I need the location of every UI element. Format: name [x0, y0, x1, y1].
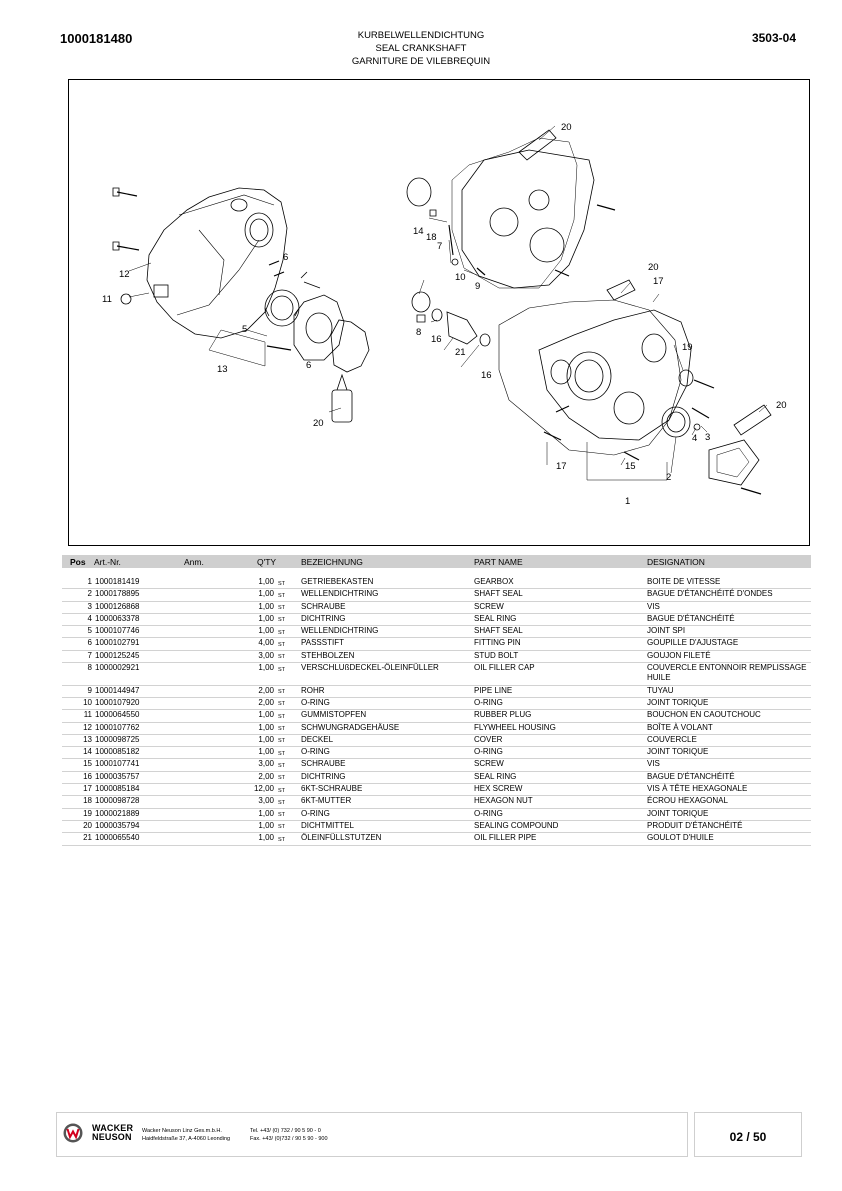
- header-qty: Q'TY: [257, 557, 277, 567]
- row-art-nr: 1000085182: [95, 747, 140, 757]
- title-de: KURBELWELLENDICHTUNG: [357, 30, 485, 41]
- row-bezeichnung: SCHWUNGRADGEHÄUSE: [301, 722, 400, 732]
- table-row: [62, 747, 811, 759]
- row-pos: 6: [87, 638, 92, 648]
- row-qty: 1,00: [258, 820, 274, 830]
- row-part-name: GEARBOX: [474, 577, 514, 586]
- row-qty: 1,00: [258, 577, 274, 586]
- row-designation: GOUPILLE D'AJUSTAGE: [647, 638, 739, 648]
- row-designation: VIS: [647, 601, 660, 611]
- row-unit: ST: [278, 689, 286, 696]
- row-designation: VIS À TÊTE HEXAGONALE: [647, 784, 748, 794]
- table-row: [62, 723, 811, 735]
- callout-8: 8: [416, 327, 422, 338]
- row-designation: JOINT TORIQUE: [647, 808, 709, 818]
- row-part-name: PIPE LINE: [474, 685, 513, 695]
- company-address: [142, 1128, 230, 1143]
- row-designation: BOÎTE À VOLANT: [647, 722, 713, 732]
- row-bezeichnung: SCHRAUBE: [301, 759, 346, 769]
- row-part-name: O-RING: [474, 697, 503, 707]
- callout-1: 1: [625, 496, 631, 507]
- row-qty: 1,00: [258, 808, 274, 818]
- row-bezeichnung: ÖLEINFÜLLSTUTZEN: [301, 833, 382, 843]
- brand-name: [92, 1124, 133, 1142]
- exploded-view-figure: [68, 79, 810, 546]
- row-art-nr: 1000107746: [95, 626, 140, 636]
- company-contact: [250, 1128, 328, 1143]
- row-art-nr: 1000098728: [95, 796, 140, 806]
- table-row: [62, 589, 811, 601]
- row-pos: 15: [83, 759, 92, 769]
- row-unit: ST: [278, 713, 286, 720]
- row-art-nr: 1000098725: [95, 734, 140, 744]
- gearbox-drawing: [539, 310, 691, 440]
- row-designation: BOUCHON EN CAOUTCHOUC: [647, 710, 761, 720]
- row-designation: JOINT SPI: [647, 626, 686, 636]
- callout-20b: 20: [313, 418, 324, 429]
- row-qty: 1,00: [258, 747, 274, 757]
- callout-20d: 20: [776, 400, 787, 411]
- row-unit: ST: [278, 775, 286, 782]
- row-qty: 1,00: [258, 710, 274, 720]
- callout-17b: 17: [556, 461, 567, 472]
- row-art-nr: 1000107920: [95, 697, 140, 707]
- row-bezeichnung: 6KT-SCHRAUBE: [301, 784, 363, 794]
- callout-16b: 16: [481, 370, 492, 381]
- callout-16a: 16: [431, 334, 442, 345]
- callout-20c: 20: [648, 262, 659, 273]
- row-qty: 2,00: [258, 685, 274, 695]
- row-unit: ST: [278, 738, 286, 745]
- row-bezeichnung: ROHR: [301, 685, 325, 695]
- row-pos: 16: [83, 771, 92, 781]
- row-designation: COUVERCLE ENTONNOIR REMPLISSAGE HUILE: [647, 663, 807, 683]
- row-pos: 3: [87, 601, 92, 611]
- table-row: [62, 735, 811, 747]
- callout-18: 18: [426, 232, 437, 243]
- row-pos: 4: [87, 613, 92, 623]
- row-designation: GOULOT D'HUILE: [647, 833, 714, 843]
- row-qty: 2,00: [258, 697, 274, 707]
- row-part-name: STUD BOLT: [474, 650, 519, 660]
- row-pos: 20: [83, 820, 92, 830]
- table-row: [62, 686, 811, 698]
- header-part-name: PART NAME: [474, 557, 523, 567]
- row-qty: 4,00: [258, 638, 274, 648]
- row-bezeichnung: WELLENDICHTRING: [301, 626, 379, 636]
- row-part-name: OIL FILLER PIPE: [474, 833, 537, 843]
- row-bezeichnung: STEHBOLZEN: [301, 650, 355, 660]
- row-designation: JOINT TORIQUE: [647, 697, 709, 707]
- doc-number: 1000181480: [60, 31, 133, 46]
- row-qty: 2,00: [258, 771, 274, 781]
- row-part-name: HEXAGON NUT: [474, 796, 533, 806]
- callout-15: 15: [625, 461, 636, 472]
- table-row: [62, 821, 811, 833]
- row-art-nr: 1000107741: [95, 759, 140, 769]
- row-qty: 3,00: [258, 796, 274, 806]
- row-designation: BAGUE D'ÉTANCHÉITÉ: [647, 771, 735, 781]
- row-pos: 10: [83, 697, 92, 707]
- row-art-nr: 1000063378: [95, 613, 140, 623]
- row-unit: ST: [278, 812, 286, 819]
- row-qty: 1,00: [258, 589, 274, 599]
- row-art-nr: 1000064550: [95, 710, 140, 720]
- row-art-nr: 1000181419: [95, 577, 140, 586]
- row-designation: COUVERCLE: [647, 734, 697, 744]
- table-row: [62, 577, 811, 589]
- row-pos: 1: [87, 577, 92, 586]
- row-qty: 1,00: [258, 734, 274, 744]
- callout-3: 3: [705, 432, 711, 443]
- callout-21: 21: [455, 347, 466, 358]
- parts-table-header: [62, 555, 811, 568]
- row-qty: 1,00: [258, 722, 274, 732]
- row-pos: 17: [83, 784, 92, 794]
- callout-17a: 17: [653, 276, 664, 287]
- row-part-name: HEX SCREW: [474, 784, 523, 794]
- row-bezeichnung: O-RING: [301, 808, 330, 818]
- table-row: [62, 698, 811, 710]
- parts-table-body: [62, 577, 811, 846]
- callout-5: 5: [242, 324, 248, 335]
- row-unit: ST: [278, 762, 286, 769]
- row-pos: 2: [87, 589, 92, 599]
- row-art-nr: 1000144947: [95, 685, 140, 695]
- row-part-name: FLYWHEEL HOUSING: [474, 722, 556, 732]
- row-pos: 21: [83, 833, 92, 843]
- row-designation: ÉCROU HEXAGONAL: [647, 796, 728, 806]
- row-bezeichnung: 6KT-MUTTER: [301, 796, 352, 806]
- row-art-nr: 1000035757: [95, 771, 140, 781]
- row-designation: TUYAU: [647, 685, 674, 695]
- row-designation: BAGUE D'ÉTANCHÉITÉ D'ONDES: [647, 589, 773, 599]
- header-designation: DESIGNATION: [647, 557, 705, 567]
- row-qty: 3,00: [258, 650, 274, 660]
- callout-10: 10: [455, 272, 466, 283]
- row-bezeichnung: PASSSTIFT: [301, 638, 344, 648]
- row-designation: PRODUIT D'ÉTANCHÉITÉ: [647, 820, 743, 830]
- row-unit: ST: [278, 592, 286, 599]
- row-designation: BOITE DE VITESSE: [647, 577, 721, 586]
- row-pos: 12: [83, 722, 92, 732]
- row-part-name: SEAL RING: [474, 771, 517, 781]
- row-pos: 18: [83, 796, 92, 806]
- brand-line-1: WACKER: [92, 1123, 134, 1133]
- row-bezeichnung: SCHRAUBE: [301, 601, 346, 611]
- row-unit: ST: [278, 605, 286, 612]
- fax-number: Fax. +43/ (0)732 / 90 5 90 - 900: [250, 1135, 328, 1142]
- row-bezeichnung: DECKEL: [301, 734, 334, 744]
- table-row: [62, 759, 811, 771]
- row-unit: ST: [278, 580, 286, 587]
- row-bezeichnung: VERSCHLUßDECKEL-ÖLEINFÜLLER: [301, 663, 439, 673]
- company-name: Wacker Neuson Linz Ges.m.b.H.: [142, 1128, 222, 1134]
- row-bezeichnung: DICHTRING: [301, 771, 346, 781]
- row-bezeichnung: GETRIEBEKASTEN: [301, 577, 374, 586]
- phone-number: Tel. +43/ (0) 732 / 90 5 90 - 0: [250, 1128, 321, 1134]
- page-number: 02 / 50: [729, 1130, 767, 1144]
- callout-11: 11: [102, 294, 112, 305]
- callout-2: 2: [666, 472, 672, 483]
- row-qty: 3,00: [258, 759, 274, 769]
- row-qty: 1,00: [258, 833, 274, 843]
- row-qty: 1,00: [258, 663, 274, 673]
- row-art-nr: 1000126868: [95, 601, 140, 611]
- row-art-nr: 1000002921: [95, 663, 140, 673]
- row-qty: 1,00: [258, 626, 274, 636]
- row-unit: ST: [278, 750, 286, 757]
- row-pos: 9: [87, 685, 92, 695]
- table-row: [62, 772, 811, 784]
- row-part-name: O-RING: [474, 747, 503, 757]
- table-row: [62, 614, 811, 626]
- row-unit: ST: [278, 641, 286, 648]
- row-unit: ST: [278, 629, 286, 636]
- row-part-name: SCREW: [474, 601, 504, 611]
- row-unit: ST: [278, 666, 286, 673]
- row-pos: 14: [83, 747, 92, 757]
- row-art-nr: 1000065540: [95, 833, 140, 843]
- exploded-drawing: [69, 80, 809, 545]
- table-row: [62, 602, 811, 614]
- table-row: [62, 638, 811, 650]
- brand-line-2: NEUSON: [92, 1132, 132, 1142]
- row-qty: 12,00: [253, 784, 274, 794]
- row-art-nr: 1000021889: [95, 808, 140, 818]
- row-bezeichnung: DICHTMITTEL: [301, 820, 354, 830]
- row-part-name: RUBBER PLUG: [474, 710, 532, 720]
- callout-12: 12: [119, 269, 130, 280]
- row-part-name: SHAFT SEAL: [474, 626, 523, 636]
- row-art-nr: 1000107762: [95, 722, 140, 732]
- callout-9: 9: [475, 281, 481, 292]
- wacker-neuson-logo-icon: [63, 1123, 83, 1143]
- callout-13: 13: [217, 364, 228, 375]
- table-row: [62, 626, 811, 638]
- footer: [56, 1112, 688, 1157]
- page-number-box: [694, 1112, 802, 1157]
- row-art-nr: 1000035794: [95, 820, 140, 830]
- table-row: [62, 809, 811, 821]
- row-designation: VIS: [647, 759, 660, 769]
- company-street: Haidfeldstraße 37, A-4060 Leonding: [142, 1135, 231, 1142]
- callout-20a: 20: [561, 122, 572, 133]
- row-pos: 19: [83, 808, 92, 818]
- title-en: SEAL CRANKSHAFT: [375, 43, 467, 54]
- row-art-nr: 1000125245: [95, 650, 140, 660]
- table-row: [62, 784, 811, 796]
- row-part-name: SEAL RING: [474, 613, 517, 623]
- header-anm: Anm.: [184, 557, 204, 567]
- page-title: [0, 29, 842, 68]
- table-row: [62, 710, 811, 722]
- row-unit: ST: [278, 726, 286, 733]
- row-bezeichnung: O-RING: [301, 747, 330, 757]
- row-unit: ST: [278, 824, 286, 831]
- title-fr: GARNITURE DE VILEBREQUIN: [351, 56, 491, 67]
- row-bezeichnung: O-RING: [301, 697, 330, 707]
- callout-14: 14: [413, 226, 424, 237]
- header-pos: Pos: [70, 557, 86, 567]
- row-part-name: SEALING COMPOUND: [474, 820, 559, 830]
- header-art-nr: Art.-Nr.: [94, 557, 121, 567]
- row-unit: ST: [278, 787, 286, 794]
- row-unit: ST: [278, 654, 286, 661]
- row-unit: ST: [278, 836, 286, 843]
- callout-6b: 6: [306, 360, 312, 371]
- callout-4: 4: [692, 433, 698, 444]
- row-part-name: SCREW: [474, 759, 504, 769]
- row-part-name: OIL FILLER CAP: [474, 663, 535, 673]
- row-part-name: O-RING: [474, 808, 503, 818]
- row-designation: GOUJON FILETÉ: [647, 650, 711, 660]
- table-row: [62, 833, 811, 845]
- row-qty: 1,00: [258, 601, 274, 611]
- row-pos: 8: [87, 663, 92, 673]
- flywheel-housing-drawing: [147, 188, 287, 338]
- row-designation: JOINT TORIQUE: [647, 747, 709, 757]
- table-row: [62, 663, 811, 686]
- row-art-nr: 1000102791: [95, 638, 140, 648]
- row-pos: 5: [87, 626, 92, 636]
- row-part-name: COVER: [474, 734, 503, 744]
- row-qty: 1,00: [258, 613, 274, 623]
- row-bezeichnung: DICHTRING: [301, 613, 346, 623]
- row-part-name: FITTING PIN: [474, 638, 521, 648]
- row-unit: ST: [278, 617, 286, 624]
- table-row: [62, 796, 811, 808]
- row-part-name: SHAFT SEAL: [474, 589, 523, 599]
- callout-6a: 6: [283, 252, 289, 263]
- row-pos: 7: [87, 650, 92, 660]
- row-pos: 11: [83, 710, 92, 720]
- row-unit: ST: [278, 701, 286, 708]
- cover-drawing: [294, 295, 344, 360]
- table-row: [62, 651, 811, 663]
- row-art-nr: 1000178895: [95, 589, 140, 599]
- header-bezeichnung: BEZEICHNUNG: [301, 557, 363, 567]
- row-designation: BAGUE D'ÉTANCHÉITÉ: [647, 613, 735, 623]
- callout-19: 19: [682, 342, 693, 353]
- row-bezeichnung: WELLENDICHTRING: [301, 589, 379, 599]
- row-bezeichnung: GUMMISTOPFEN: [301, 710, 367, 720]
- callout-7: 7: [437, 241, 443, 252]
- row-art-nr: 1000085184: [95, 784, 140, 794]
- row-pos: 13: [83, 734, 92, 744]
- doc-code: 3503-04: [751, 31, 796, 45]
- row-unit: ST: [278, 799, 286, 806]
